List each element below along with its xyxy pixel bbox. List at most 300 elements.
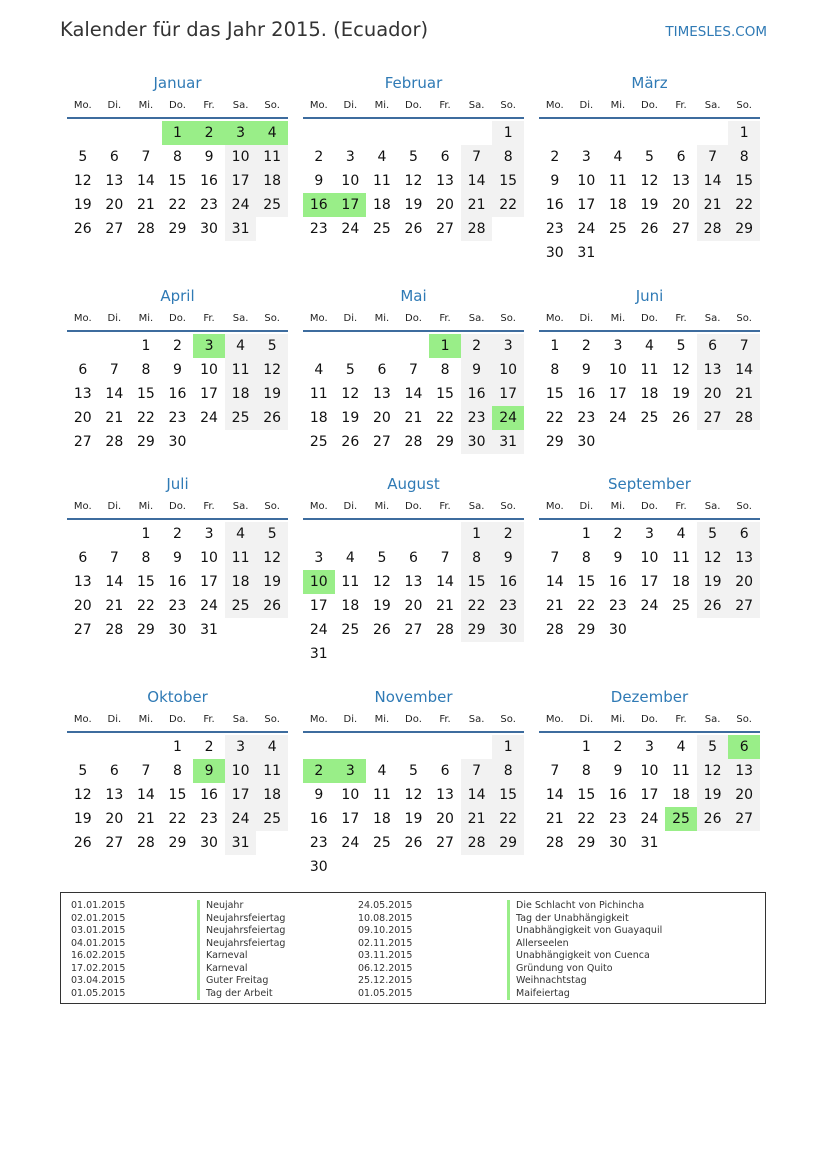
empty-cell bbox=[366, 522, 398, 546]
legend-column-dates-2 bbox=[358, 900, 412, 1000]
weekday-label: Mi. bbox=[610, 714, 626, 725]
weekday-label: Sa. bbox=[468, 100, 485, 111]
day-grid bbox=[539, 121, 760, 265]
day-cell: 5 bbox=[256, 334, 288, 358]
month-block bbox=[67, 72, 288, 241]
day-cell: 19 bbox=[372, 598, 391, 614]
day-cell: 13 bbox=[404, 574, 423, 590]
legend-holiday-name: Karneval bbox=[197, 963, 285, 976]
day-cell: 23 bbox=[309, 221, 328, 237]
day-cell: 20 bbox=[372, 410, 391, 426]
weekday-label: Sa. bbox=[468, 501, 485, 512]
day-cell: 13 bbox=[372, 386, 391, 402]
weekday-header bbox=[303, 495, 524, 520]
day-cell: 22 bbox=[136, 598, 155, 614]
day-cell: 22 bbox=[168, 197, 187, 213]
empty-cell bbox=[335, 522, 367, 546]
day-cell: 29 bbox=[577, 835, 596, 851]
day-cell: 27 bbox=[105, 835, 124, 851]
weekday-header bbox=[303, 307, 524, 332]
day-cell: 31 bbox=[577, 245, 596, 261]
day-cell: 7 bbox=[141, 149, 151, 165]
day-cell: 17 bbox=[640, 574, 659, 590]
day-cell: 1 bbox=[581, 739, 591, 755]
month-name: Dezember bbox=[610, 688, 689, 706]
day-cell: 14 bbox=[545, 787, 564, 803]
weekday-label: So. bbox=[264, 714, 280, 725]
day-cell: 11 bbox=[372, 173, 391, 189]
legend-date: 01.01.2015 bbox=[71, 900, 126, 911]
day-cell: 9 bbox=[173, 550, 182, 566]
day-cell: 19 bbox=[640, 197, 659, 213]
empty-cell bbox=[303, 334, 335, 358]
day-cell: 23 bbox=[461, 406, 493, 430]
weekday-label: So. bbox=[500, 501, 516, 512]
weekday-label: Fr. bbox=[675, 501, 687, 512]
holiday-day-cell: 17 bbox=[335, 193, 367, 217]
day-cell: 8 bbox=[492, 145, 524, 169]
holiday-day-cell: 25 bbox=[665, 807, 697, 831]
day-cell: 6 bbox=[377, 362, 387, 378]
day-cell: 12 bbox=[697, 546, 729, 570]
weekday-label: Mo. bbox=[73, 501, 92, 512]
month-name: Oktober bbox=[147, 688, 208, 706]
weekday-header bbox=[539, 94, 760, 119]
day-cell: 28 bbox=[105, 622, 124, 638]
day-cell: 13 bbox=[672, 173, 690, 189]
day-cell: 4 bbox=[377, 149, 387, 165]
month-name: November bbox=[374, 688, 453, 706]
day-cell: 18 bbox=[372, 811, 391, 827]
day-cell: 31 bbox=[225, 217, 257, 241]
day-cell: 15 bbox=[728, 169, 760, 193]
day-cell: 25 bbox=[672, 598, 690, 614]
weekday-label: So. bbox=[264, 100, 280, 111]
day-cell: 10 bbox=[225, 145, 257, 169]
day-cell: 16 bbox=[200, 173, 218, 189]
day-cell: 21 bbox=[105, 598, 124, 614]
day-cell: 9 bbox=[581, 362, 591, 378]
day-cell: 28 bbox=[436, 622, 454, 638]
day-cell: 7 bbox=[550, 550, 560, 566]
day-grid bbox=[67, 735, 288, 855]
weekday-label: Di. bbox=[107, 313, 122, 324]
weekday-label: Sa. bbox=[232, 714, 249, 725]
legend-column-names-2 bbox=[507, 900, 662, 1000]
day-cell: 8 bbox=[440, 362, 450, 378]
weekday-label: Di. bbox=[107, 714, 122, 725]
day-cell: 7 bbox=[409, 362, 418, 378]
weekday-label: Sa. bbox=[704, 714, 721, 725]
day-cell: 26 bbox=[73, 835, 92, 851]
holiday-day-cell: 6 bbox=[728, 735, 760, 759]
weekday-label: Di. bbox=[107, 100, 122, 111]
day-cell: 27 bbox=[73, 622, 92, 638]
day-cell: 4 bbox=[377, 763, 387, 779]
day-cell: 14 bbox=[436, 574, 454, 590]
day-cell: 7 bbox=[141, 763, 151, 779]
day-cell: 15 bbox=[577, 787, 596, 803]
day-cell: 6 bbox=[409, 550, 418, 566]
day-cell: 20 bbox=[728, 570, 760, 594]
day-cell: 26 bbox=[256, 406, 288, 430]
holiday-day-cell: 2 bbox=[193, 121, 225, 145]
day-cell: 4 bbox=[645, 338, 654, 354]
weekday-label: Mi. bbox=[374, 714, 390, 725]
holiday-day-cell: 3 bbox=[225, 121, 257, 145]
day-cell: 12 bbox=[341, 386, 360, 402]
day-cell: 9 bbox=[204, 149, 214, 165]
day-cell: 28 bbox=[461, 217, 493, 241]
day-cell: 14 bbox=[461, 783, 493, 807]
empty-cell bbox=[571, 121, 603, 145]
month-name: September bbox=[608, 475, 691, 493]
legend-holiday-name: Unabhängigkeit von Cuenca bbox=[507, 950, 662, 963]
weekday-label: Di. bbox=[343, 501, 358, 512]
empty-cell bbox=[539, 522, 571, 546]
day-cell: 21 bbox=[728, 382, 760, 406]
day-cell: 19 bbox=[256, 570, 288, 594]
day-cell: 2 bbox=[173, 526, 182, 542]
weekday-label: Fr. bbox=[439, 714, 451, 725]
day-cell: 30 bbox=[492, 618, 524, 642]
day-cell: 22 bbox=[136, 410, 155, 426]
day-cell: 24 bbox=[608, 410, 627, 426]
day-cell: 29 bbox=[168, 221, 187, 237]
day-cell: 5 bbox=[676, 338, 686, 354]
weekday-label: Di. bbox=[343, 714, 358, 725]
day-cell: 5 bbox=[409, 149, 418, 165]
day-cell: 13 bbox=[73, 574, 92, 590]
empty-cell bbox=[99, 735, 131, 759]
day-cell: 3 bbox=[613, 338, 623, 354]
day-cell: 27 bbox=[73, 434, 92, 450]
legend-holiday-name: Neujahr bbox=[197, 900, 285, 913]
day-cell: 8 bbox=[728, 145, 760, 169]
day-cell: 3 bbox=[645, 739, 654, 755]
day-cell: 12 bbox=[73, 787, 92, 803]
day-cell: 16 bbox=[168, 386, 187, 402]
day-cell: 27 bbox=[728, 807, 760, 831]
weekday-label: Fr. bbox=[675, 100, 687, 111]
day-cell: 20 bbox=[436, 197, 454, 213]
day-cell: 1 bbox=[173, 739, 182, 755]
day-cell: 29 bbox=[136, 622, 155, 638]
day-cell: 29 bbox=[577, 622, 596, 638]
day-cell: 24 bbox=[577, 221, 596, 237]
day-cell: 13 bbox=[436, 173, 454, 189]
holiday-day-cell: 3 bbox=[335, 759, 367, 783]
day-cell: 2 bbox=[613, 526, 623, 542]
day-cell: 25 bbox=[341, 622, 360, 638]
empty-cell bbox=[303, 121, 335, 145]
holiday-day-cell: 2 bbox=[303, 759, 335, 783]
empty-cell bbox=[130, 121, 162, 145]
day-cell: 18 bbox=[672, 574, 690, 590]
day-cell: 5 bbox=[377, 550, 387, 566]
weekday-label: Mi. bbox=[374, 313, 390, 324]
empty-cell bbox=[67, 522, 99, 546]
month-name: März bbox=[631, 74, 668, 92]
day-cell: 13 bbox=[73, 386, 92, 402]
day-cell: 15 bbox=[545, 386, 564, 402]
day-cell: 27 bbox=[672, 221, 690, 237]
day-cell: 2 bbox=[550, 149, 560, 165]
day-cell: 25 bbox=[225, 594, 257, 618]
day-cell: 18 bbox=[225, 570, 257, 594]
legend-date: 09.10.2015 bbox=[358, 925, 413, 936]
day-cell: 24 bbox=[309, 622, 328, 638]
day-cell: 10 bbox=[341, 173, 360, 189]
holiday-day-cell: 4 bbox=[256, 121, 288, 145]
month-name: August bbox=[387, 475, 440, 493]
day-cell: 17 bbox=[309, 598, 328, 614]
weekday-label: Mo. bbox=[545, 714, 564, 725]
day-cell: 5 bbox=[697, 522, 729, 546]
day-cell: 22 bbox=[728, 193, 760, 217]
day-cell: 5 bbox=[78, 149, 88, 165]
day-cell: 8 bbox=[173, 763, 182, 779]
day-cell: 26 bbox=[640, 221, 659, 237]
empty-cell bbox=[634, 121, 666, 145]
month-block bbox=[539, 473, 760, 642]
day-cell: 11 bbox=[640, 362, 659, 378]
day-cell: 1 bbox=[492, 735, 524, 759]
day-cell: 1 bbox=[728, 121, 760, 145]
brand-link[interactable]: TIMESLES.COM bbox=[665, 24, 767, 40]
day-cell: 19 bbox=[341, 410, 360, 426]
weekday-label: Mi. bbox=[610, 313, 626, 324]
day-cell: 6 bbox=[440, 149, 450, 165]
legend-date: 25.12.2015 bbox=[358, 975, 413, 986]
legend-holiday-name: Neujahrsfeiertag bbox=[197, 925, 285, 938]
day-cell: 31 bbox=[492, 430, 524, 454]
day-cell: 31 bbox=[200, 622, 218, 638]
day-cell: 14 bbox=[105, 386, 124, 402]
day-cell: 12 bbox=[404, 787, 423, 803]
day-cell: 17 bbox=[492, 382, 524, 406]
day-grid bbox=[539, 522, 760, 642]
weekday-label: Do. bbox=[641, 501, 658, 512]
day-cell: 8 bbox=[173, 149, 182, 165]
legend-holiday-name: Neujahrsfeiertag bbox=[197, 913, 285, 926]
weekday-label: Sa. bbox=[468, 313, 485, 324]
day-cell: 14 bbox=[461, 169, 493, 193]
day-cell: 7 bbox=[461, 145, 493, 169]
legend-holiday-name: Die Schlacht von Pichincha bbox=[507, 900, 662, 913]
day-cell: 14 bbox=[404, 386, 423, 402]
empty-cell bbox=[335, 121, 367, 145]
empty-cell bbox=[539, 735, 571, 759]
day-cell: 19 bbox=[73, 197, 92, 213]
day-cell: 30 bbox=[608, 622, 627, 638]
day-cell: 8 bbox=[581, 763, 591, 779]
day-cell: 9 bbox=[314, 787, 324, 803]
weekday-label: Do. bbox=[641, 714, 658, 725]
day-cell: 22 bbox=[545, 410, 564, 426]
weekday-label: Fr. bbox=[203, 313, 215, 324]
day-cell: 1 bbox=[141, 526, 151, 542]
day-cell: 28 bbox=[404, 434, 423, 450]
day-cell: 26 bbox=[697, 807, 729, 831]
day-cell: 10 bbox=[225, 759, 257, 783]
empty-cell bbox=[539, 121, 571, 145]
day-cell: 30 bbox=[309, 859, 328, 875]
day-cell: 30 bbox=[461, 430, 493, 454]
holiday-day-cell: 10 bbox=[303, 570, 335, 594]
weekday-label: Do. bbox=[405, 100, 422, 111]
day-cell: 30 bbox=[200, 835, 218, 851]
day-cell: 21 bbox=[461, 193, 493, 217]
weekday-label: Di. bbox=[579, 100, 594, 111]
day-cell: 2 bbox=[461, 334, 493, 358]
day-cell: 13 bbox=[436, 787, 454, 803]
weekday-label: So. bbox=[736, 100, 752, 111]
day-cell: 1 bbox=[581, 526, 591, 542]
day-cell: 27 bbox=[728, 594, 760, 618]
empty-cell bbox=[67, 121, 99, 145]
holiday-legend bbox=[60, 892, 766, 1004]
month-block bbox=[67, 285, 288, 454]
day-cell: 26 bbox=[672, 410, 690, 426]
day-cell: 7 bbox=[461, 759, 493, 783]
day-grid bbox=[539, 735, 760, 855]
weekday-label: Sa. bbox=[468, 714, 485, 725]
day-cell: 14 bbox=[136, 173, 155, 189]
month-name: Januar bbox=[153, 74, 202, 92]
day-cell: 29 bbox=[545, 434, 564, 450]
holiday-day-cell: 1 bbox=[429, 334, 461, 358]
day-cell: 16 bbox=[608, 574, 627, 590]
day-cell: 2 bbox=[492, 522, 524, 546]
weekday-label: Do. bbox=[169, 100, 186, 111]
month-name: Februar bbox=[384, 74, 443, 92]
day-cell: 28 bbox=[461, 831, 493, 855]
day-cell: 16 bbox=[545, 197, 564, 213]
day-cell: 12 bbox=[372, 574, 391, 590]
day-cell: 9 bbox=[314, 173, 324, 189]
weekday-label: Do. bbox=[641, 100, 658, 111]
day-cell: 11 bbox=[256, 145, 288, 169]
weekday-label: Mi. bbox=[374, 501, 390, 512]
day-cell: 8 bbox=[461, 546, 493, 570]
day-cell: 28 bbox=[697, 217, 729, 241]
day-cell: 14 bbox=[105, 574, 124, 590]
weekday-label: Di. bbox=[107, 501, 122, 512]
day-cell: 19 bbox=[404, 811, 423, 827]
day-cell: 10 bbox=[200, 550, 218, 566]
legend-holiday-name: Maifeiertag bbox=[507, 988, 662, 1001]
day-cell: 29 bbox=[136, 434, 155, 450]
weekday-label: Fr. bbox=[675, 714, 687, 725]
day-cell: 1 bbox=[141, 338, 151, 354]
day-cell: 28 bbox=[136, 835, 155, 851]
day-cell: 16 bbox=[309, 811, 328, 827]
weekday-label: So. bbox=[736, 501, 752, 512]
weekday-header bbox=[67, 94, 288, 119]
legend-holiday-name: Allerseelen bbox=[507, 938, 662, 951]
day-cell: 10 bbox=[608, 362, 627, 378]
day-cell: 25 bbox=[256, 807, 288, 831]
day-cell: 15 bbox=[577, 574, 596, 590]
day-cell: 25 bbox=[372, 221, 391, 237]
day-cell: 8 bbox=[141, 550, 151, 566]
day-cell: 10 bbox=[341, 787, 360, 803]
weekday-label: Di. bbox=[343, 100, 358, 111]
day-cell: 30 bbox=[168, 622, 187, 638]
weekday-label: Mi. bbox=[138, 501, 154, 512]
weekday-label: Di. bbox=[579, 501, 594, 512]
weekday-label: So. bbox=[500, 313, 516, 324]
month-block bbox=[539, 285, 760, 454]
day-cell: 9 bbox=[613, 763, 623, 779]
day-cell: 26 bbox=[341, 434, 360, 450]
day-cell: 2 bbox=[613, 739, 623, 755]
weekday-label: Mi. bbox=[138, 100, 154, 111]
weekday-label: Di. bbox=[579, 714, 594, 725]
day-cell: 7 bbox=[550, 763, 560, 779]
legend-holiday-name: Weihnachtstag bbox=[507, 975, 662, 988]
day-cell: 23 bbox=[545, 221, 564, 237]
month-block bbox=[303, 285, 524, 454]
day-cell: 30 bbox=[608, 835, 627, 851]
day-cell: 30 bbox=[168, 434, 187, 450]
day-cell: 6 bbox=[109, 763, 119, 779]
day-cell: 21 bbox=[697, 193, 729, 217]
day-cell: 6 bbox=[109, 149, 119, 165]
empty-cell bbox=[366, 735, 398, 759]
weekday-header bbox=[67, 307, 288, 332]
weekday-label: Do. bbox=[641, 313, 658, 324]
day-cell: 25 bbox=[640, 410, 659, 426]
day-cell: 10 bbox=[492, 358, 524, 382]
day-cell: 30 bbox=[577, 434, 596, 450]
month-name: April bbox=[160, 287, 195, 305]
day-cell: 10 bbox=[200, 362, 218, 378]
weekday-label: So. bbox=[736, 313, 752, 324]
day-cell: 18 bbox=[672, 787, 690, 803]
day-cell: 18 bbox=[341, 598, 360, 614]
day-cell: 22 bbox=[461, 594, 493, 618]
empty-cell bbox=[67, 735, 99, 759]
empty-cell bbox=[398, 735, 430, 759]
empty-cell bbox=[366, 121, 398, 145]
day-cell: 16 bbox=[461, 382, 493, 406]
day-cell: 4 bbox=[256, 735, 288, 759]
weekday-label: Mi. bbox=[610, 100, 626, 111]
day-cell: 12 bbox=[256, 358, 288, 382]
legend-holiday-name: Guter Freitag bbox=[197, 975, 285, 988]
day-cell: 24 bbox=[341, 221, 360, 237]
month-block bbox=[303, 473, 524, 666]
weekday-label: Mo. bbox=[73, 100, 92, 111]
day-cell: 3 bbox=[225, 735, 257, 759]
day-cell: 4 bbox=[676, 526, 686, 542]
month-block bbox=[539, 686, 760, 855]
day-cell: 11 bbox=[672, 763, 690, 779]
weekday-label: So. bbox=[500, 100, 516, 111]
day-cell: 17 bbox=[200, 386, 218, 402]
empty-cell bbox=[461, 121, 493, 145]
weekday-label: Fr. bbox=[439, 501, 451, 512]
day-cell: 19 bbox=[256, 382, 288, 406]
day-cell: 19 bbox=[73, 811, 92, 827]
weekday-label: Mo. bbox=[545, 100, 564, 111]
day-cell: 24 bbox=[200, 410, 218, 426]
day-cell: 22 bbox=[492, 193, 524, 217]
day-cell: 23 bbox=[200, 197, 218, 213]
day-cell: 23 bbox=[200, 811, 218, 827]
